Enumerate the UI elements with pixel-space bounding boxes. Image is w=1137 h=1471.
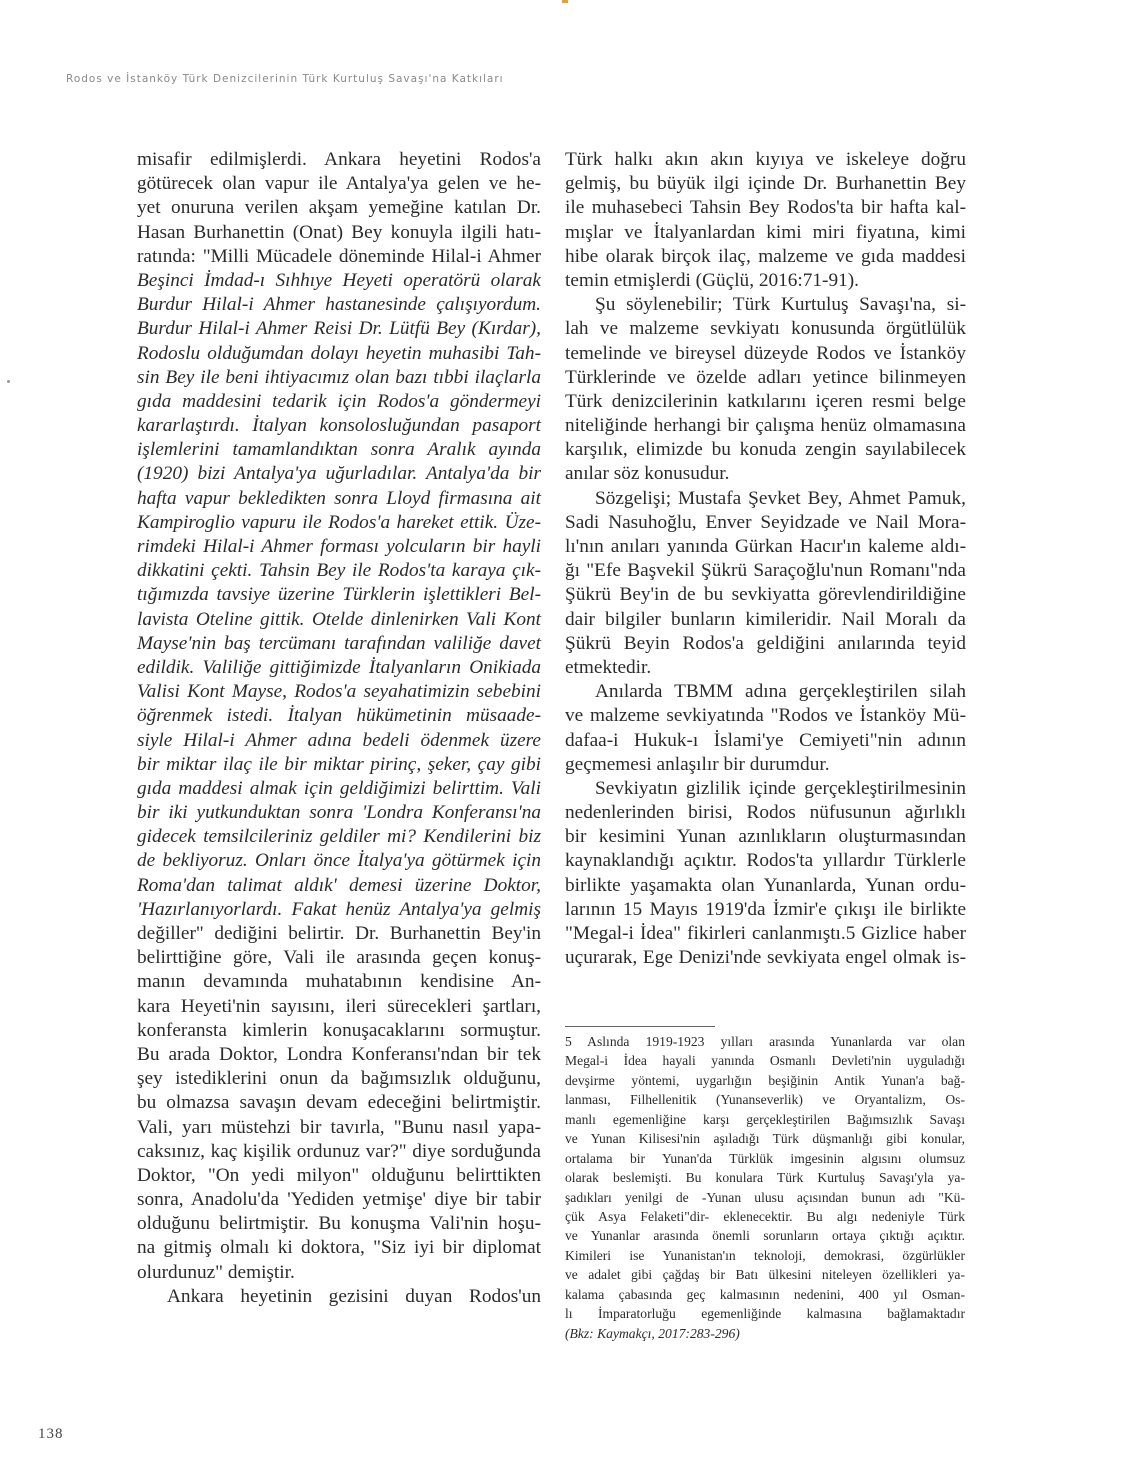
text-line: kara Heyeti'nin sayısını, ileri sürecekleri şartları, bbox=[137, 995, 541, 1017]
quote-line: kararlaştırdı. İtalyan konsolosluğundan pasaport bbox=[137, 415, 541, 437]
text-line: hibe olarak birçok ilaç, malzeme ve gıda maddesi bbox=[565, 245, 966, 267]
quote-line: işlemlerini tamamlandıktan sonra Aralık ayında bbox=[137, 439, 541, 461]
quote-line: Burdur Hilal-i Ahmer Reisi Dr. Lütfü Bey (Kırdar), bbox=[137, 318, 541, 340]
footnote-line: şadıkları yenilgi de -Yunan ulusu açısından bunun adı "Kü- bbox=[565, 1189, 965, 1205]
text-line: caksınız, kaç kişilik ordunuz var?" diye sorduğunda bbox=[137, 1140, 541, 1162]
text-line: lah ve malzeme sevkiyatı konusunda örgütlülük bbox=[565, 318, 966, 340]
footnote-line: çük Asya Felaketi"dir- eklenecektir. Bu algı nedeniyle Türk bbox=[565, 1208, 965, 1224]
text-line: Türklerinde ve özelde adları yetince bilinmeyen bbox=[565, 366, 966, 388]
text-line: mışlar ve İtalyanlardan kimi miri fiyatına, kimi bbox=[565, 221, 966, 243]
quote-line: Roma'dan talimat aldık' demesi üzerine Doktor, bbox=[137, 874, 541, 896]
quote-line: sin Bey ile beni ihtiyacımız olan bazı tıbbi ilaçlarla bbox=[137, 366, 541, 388]
text-line: birlikte yaşamakta olan Yunanlarda, Yunan ordu- bbox=[565, 874, 966, 896]
footnote-line: manlı egemenliğine karşı gerçekleştirilen Bağımsızlık Savaşı bbox=[565, 1111, 965, 1127]
page-number: 138 bbox=[38, 1426, 64, 1442]
footnote-line: lanması, Filhellenitik (Yunanseverlik) ve Oryantalizm, Os- bbox=[565, 1092, 965, 1108]
running-header: Rodos ve İstanköy Türk Denizcilerinin Türk Kurtuluş Savaşı'na Katkıları bbox=[66, 73, 504, 85]
text-line: uçurarak, Ege Denizi'nde sevkiyata engel olmak is- bbox=[565, 947, 966, 969]
text-line: Şu söylenebilir; Türk Kurtuluş Savaşı'na, si- bbox=[595, 294, 966, 316]
text-line: niteliğinde herhangi bir çalışma henüz olmamasına bbox=[565, 415, 966, 437]
text-line: temelinde ve bireysel düzeyde Rodos ve İstanköy bbox=[565, 342, 966, 364]
text-line: olurdunuz" demiştir. bbox=[137, 1261, 295, 1283]
text-line: larının 15 Mayıs 1919'da İzmir'e çıkışı ile birlikte bbox=[565, 898, 966, 920]
text-line: Vali, yarı müstehzi bir tavırla, "Bunu nasıl yapa- bbox=[137, 1116, 541, 1138]
text-line: na gitmiş olmalı ki doktora, "Siz iyi bir diplomat bbox=[137, 1237, 541, 1259]
text-line: karşılık, elimizde bu konuda zengin sayılabilecek bbox=[565, 439, 966, 461]
quote-line: öğrenmek istedi. İtalyan hükümetinin müsaade- bbox=[137, 705, 541, 727]
text-line: bir kesimini Yunan azınlıkların oluşturmasından bbox=[565, 826, 966, 848]
text-line: Sevkiyatın gizlilik içinde gerçekleştirilmesinin bbox=[595, 777, 966, 799]
text-line: misafir edilmişlerdi. Ankara heyetini Rodos'a bbox=[137, 149, 541, 170]
text-line: sonra, Anadolu'da 'Yediden yetmişe' diye bir tabir bbox=[137, 1189, 541, 1211]
top-edge-mark bbox=[562, 0, 568, 3]
text-line: dair bilgiler bunların kimileridir. Nail Moralı da bbox=[565, 608, 966, 630]
footnote-line: ve Yunanlar arasında önemli sorunların ortaya çıktığı açıktır. bbox=[565, 1228, 965, 1244]
text-line: ğı "Efe Başvekil Şükrü Saraçoğlu'nun Romanı"nda bbox=[565, 560, 966, 582]
left-column bbox=[137, 148, 541, 1309]
text-line: Türk denizcilerinin katkılarını içeren resmi belge bbox=[565, 390, 966, 412]
text-line: Türk halkı akın akın kıyıya ve iskeleye doğru bbox=[565, 149, 966, 170]
footnote-divider bbox=[565, 1026, 715, 1027]
text-line: manın devamında muhatabının kendisine An- bbox=[137, 971, 541, 993]
text-line: etmektedir. bbox=[565, 656, 652, 678]
footnote bbox=[565, 1032, 965, 1343]
quote-line: hafta vapur bekledikten sonra Lloyd firmasına ait bbox=[137, 487, 541, 509]
text-line: Sadi Nasuhoğlu, Enver Seyidzade ve Nail Mora- bbox=[565, 511, 966, 533]
text-line: götürecek olan vapur ile Antalya'ya gelen ve he- bbox=[137, 173, 541, 195]
footnote-line: ortalama bir Yunan'da Türklük imgesinin algısını olumsuz bbox=[565, 1150, 965, 1166]
quote-line: rimdeki Hilal-i Ahmer forması yolcuların bir hayli bbox=[137, 536, 541, 557]
text-line: nedenlerinden birisi, Rodos nüfusunun ağırlıklı bbox=[565, 802, 966, 824]
quote-line: gıda maddesi almak için geldiğimizi belirttim. Vali bbox=[137, 777, 541, 799]
text-line: şey istediklerini onun da bağımsızlık olduğunu, bbox=[137, 1068, 541, 1090]
quote-line: Kampiroglio vapuru ile Rodos'a hareket ettik. Üze- bbox=[137, 511, 541, 533]
quote-line: bir iki yutkunduktan sonra 'Londra Konferansı'na bbox=[137, 802, 541, 824]
text-line: ile muhasebeci Tahsin Bey Rodos'ta bir hafta kal- bbox=[565, 197, 966, 219]
text-line: ratında: "Milli Mücadele döneminde Hilal-i Ahmer bbox=[137, 245, 541, 267]
text-line: konferansta kimlerin konuşacaklarını sormuştur. bbox=[137, 1019, 541, 1041]
quote-line: 'Hazırlanıyorlardı. Fakat henüz Antalya'ya gelmiş bbox=[137, 898, 541, 920]
footnote-line: ve adalet gibi çağdaş bir Batı ülkesini niteleyen özellikleri ya- bbox=[565, 1267, 965, 1283]
text-line: kaynaklandığı açıktır. Rodos'ta yıllardır Türklerle bbox=[565, 850, 966, 872]
right-column bbox=[565, 148, 966, 970]
text-line: bu olmazsa savaşın devam edeceğini belirtmiştir. bbox=[137, 1092, 541, 1114]
text-line: Şükrü Bey'in de bu sevkiyatta görevlendirildiğine bbox=[565, 584, 966, 606]
quote-line: Rodoslu olduğumdan dolayı heyetin muhasibi Tah- bbox=[137, 342, 541, 364]
text-line: "Megal-i İdea" fikirleri canlanmıştı.5 Gizlice haber bbox=[565, 923, 966, 944]
quote-line: dikkatini çekti. Tahsin Bey ile Rodos'ta karaya çık- bbox=[137, 560, 541, 582]
quote-line: lavista Oteline gittik. Otelde dinlenirken Vali Kont bbox=[137, 608, 541, 630]
footnote-citation: (Bkz: Kaymakçı, 2017:283-296) bbox=[565, 1325, 740, 1341]
quote-line: (1920) bizi Antalya'ya uğurladılar. Antalya'da bir bbox=[137, 463, 541, 485]
quote-line: bir miktar ilaç ile bir miktar pirinç, şeker, çay gibi bbox=[137, 753, 541, 775]
text-line: yet onuruna verilen akşam yemeğine katılan Dr. bbox=[137, 197, 541, 219]
footnote-line: devşirme yöntemi, uygarlığın beşiğinin Antik Yunan'a bağ- bbox=[565, 1072, 965, 1088]
quote-line: gıda maddesini tedarik için Rodos'a göndermeyi bbox=[137, 390, 541, 412]
text-line: Bu arada Doktor, Londra Konferansı'ndan bir tek bbox=[137, 1043, 541, 1065]
footnote-line: lı İmparatorluğu egemenliğinde kalmasına bağlamaktadır bbox=[565, 1306, 965, 1322]
quote-line: Valisi Kont Mayse, Rodos'a seyahatimizin sebebini bbox=[137, 681, 541, 703]
quote-line: gidecek temsilcileriniz geldiler mi? Kendilerini biz bbox=[137, 826, 541, 848]
text-line: anılar söz konusudur. bbox=[565, 463, 730, 485]
text-line: Ankara heyetinin gezisini duyan Rodos'un bbox=[167, 1285, 541, 1307]
footnote-line: ve Yunan Kilisesi'nin aşıladığı Türk düşmanlığı gibi konular, bbox=[565, 1131, 965, 1147]
text-line: dafaa-i Hukuk-ı İslami'ye Cemiyeti"nin adının bbox=[565, 729, 966, 751]
quote-line: Beşinci İmdad-ı Sıhhıye Heyeti operatörü olarak bbox=[137, 269, 541, 291]
text-line: değiller" dediğini belirtir. Dr. Burhanettin Bey'in bbox=[137, 923, 541, 944]
text-line: Hasan Burhanettin (Onat) Bey konuyla ilgili hatı- bbox=[137, 221, 541, 243]
text-line: Anılarda TBMM adına gerçekleştirilen silah bbox=[595, 681, 966, 703]
quote-line: siyle Hilal-i Ahmer adına bedeli ödenmek üzere bbox=[137, 729, 541, 751]
text-line: gelmiş, bu büyük ilgi içinde Dr. Burhanettin Bey bbox=[565, 173, 966, 195]
footnote-line: Kimileri ise Yunanistan'ın teknoloji, demokrasi, özgürlükler bbox=[565, 1247, 965, 1263]
footnote-line: kalama çabasında geç kalmasının nedenini, 400 yıl Osman- bbox=[565, 1286, 965, 1302]
text-line: ve malzeme sevkiyatında "Rodos ve İstanköy Mü- bbox=[565, 705, 966, 727]
text-line: lı'nın anıları yanında Gürkan Hacır'ın kaleme aldı- bbox=[565, 536, 966, 557]
margin-dot bbox=[7, 380, 10, 383]
footnote-line: Megal-i İdea hayali yanında Osmanlı Devleti'nin uyguladığı bbox=[565, 1053, 965, 1069]
text-line: Şükrü Beyin Rodos'a geldiğini anılarında teyid bbox=[565, 632, 966, 654]
text-line: belirttiğine göre, Vali ile arasında geçen konuş- bbox=[137, 947, 541, 969]
footnote-line: olarak beslemişti. Bu konulara Türk Kurtuluş Savaşı'yla ya- bbox=[565, 1170, 965, 1186]
text-line: Doktor, "On yedi milyon" olduğunu belirttikten bbox=[137, 1164, 541, 1186]
quote-line: tığımızda tavsiye üzerine Türklerin işlettikleri Bel- bbox=[137, 584, 541, 606]
text-line: olduğunu belirtmiştir. Bu konuşma Vali'nin hoşu- bbox=[137, 1213, 541, 1235]
quote-line: edildik. Valiliğe gittiğimizde İtalyanların Onikiada bbox=[137, 656, 541, 678]
text-line: temin etmişlerdi (Güçlü, 2016:71-91). bbox=[565, 269, 859, 291]
text-line: geçmemesi anlaşılır bir durumdur. bbox=[565, 753, 830, 775]
text-line: Sözgelişi; Mustafa Şevket Bey, Ahmet Pamuk, bbox=[595, 487, 966, 509]
quote-line: Burdur Hilal-i Ahmer hastanesinde çalışıyordum. bbox=[137, 294, 541, 316]
quote-line: Mayse'nin baş tercümanı tarafından valiliğe davet bbox=[137, 632, 541, 654]
footnote-line: 5 Aslında 1919-1923 yılları arasında Yunanlarda var olan bbox=[565, 1034, 965, 1049]
quote-line: de bekliyoruz. Onları önce İtalya'ya götürmek için bbox=[137, 850, 541, 872]
